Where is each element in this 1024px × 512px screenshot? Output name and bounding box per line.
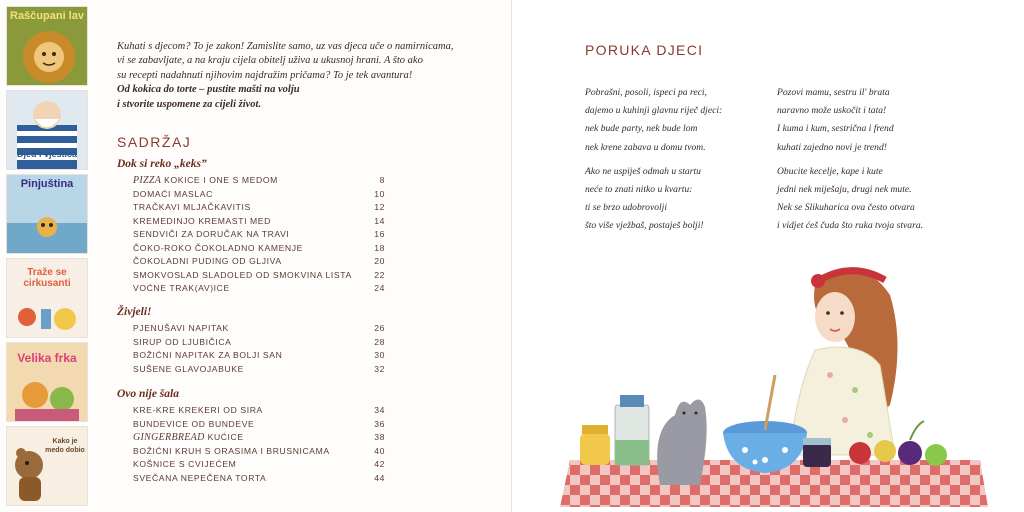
poem-line: neće to znati nitko u kvartu: [585, 184, 693, 196]
poem-line: što više vježbaš, postaješ bolji! [585, 220, 704, 232]
intro-line: su recepti nadahnuti njihovim najdražim pričama? To je tek avantura! [117, 69, 413, 81]
toc-row[interactable] [133, 216, 385, 226]
toc-item-page: 40 [374, 445, 385, 456]
toc-item-label: DOMAĆI MASLAC [133, 188, 213, 199]
intro-bold-line: Od kokica do torte – pustite mašti na volju [117, 84, 300, 96]
toc-item-label: SMOKVOSLAD SLADOLED OD SMOKVINA LISTA [133, 269, 352, 280]
toc-row[interactable] [133, 337, 385, 347]
poem-line: Nek se Slikuharica ova često otvara [777, 202, 915, 214]
toc-section-title: Živjeli! [117, 306, 152, 318]
toc-item-em: PIZZA [133, 175, 162, 186]
poem-line: ti se brzo udobrovolji [585, 202, 667, 214]
toc-item-page: 18 [374, 242, 385, 253]
intro-line: Kuhati s djecom? To je zakon! Zamislite samo, uz vas djeca uče o namirnicama, [117, 41, 454, 52]
toc-item-label: SENDVIČI ZA DORUČAK NA TRAVI [133, 229, 290, 239]
book-cover-2[interactable] [6, 90, 88, 170]
toc-item-label: SUŠENE GLAVOJABUKE [133, 363, 244, 374]
toc-row[interactable] [133, 446, 385, 456]
toc-item-page: 34 [374, 405, 385, 415]
toc-item-page: 10 [374, 188, 385, 199]
toc-item-label: TRAČKAVI MLJAČKAVITIS [133, 202, 251, 212]
toc-item-page: 44 [374, 472, 385, 483]
toc-row[interactable] [133, 419, 385, 429]
toc-item-page: 26 [374, 323, 385, 333]
toc-item-label: SIRUP OD LJUBIČICA [133, 336, 232, 347]
intro-line: vi se zabavljate, a na kraju cijela obitelj uživa u ukusnoj hrani. A što ako [117, 55, 423, 67]
toc-item-label: ČOKOLADNI PUDING OD GLJIVA [133, 256, 282, 266]
toc-item-label: KREMEDINJO KREMASTI MED [133, 215, 271, 226]
toc-item-page: 20 [374, 256, 385, 266]
toc-item-page: 42 [374, 459, 385, 469]
toc-item-page: 24 [374, 283, 385, 293]
poem-line: i vidjet ćeš čuda što ruka tvoja stvara. [777, 220, 924, 232]
cover-title: Djed i vještica [16, 149, 78, 159]
toc-item-label: KOKICE I ONE S MEDOM [161, 175, 278, 185]
poem-line: Pobrašni, posoli, ispeci pa reci, [585, 87, 707, 98]
poem-line: nek krene zabava u domu tvom. [585, 141, 706, 153]
toc-row[interactable] [133, 175, 385, 186]
book-cover-5[interactable] [6, 342, 88, 422]
toc-row[interactable] [133, 473, 385, 483]
toc-item-page: 22 [374, 269, 385, 280]
toc-section-title: Ovo nije šala [117, 388, 179, 400]
toc-item-label: SVEČANA NEPEČENA TORTA [133, 472, 267, 483]
cover-title: Pinjuština [20, 178, 74, 190]
book-cover-4[interactable] [6, 258, 88, 338]
toc-item-label: BOŽIĆNI NAPITAK ZA BOLJI SAN [133, 350, 283, 360]
toc-row[interactable] [133, 202, 385, 212]
toc-item-label: BOŽIĆNI KRUH S ORASIMA I BRUSNICAMA [133, 445, 330, 456]
toc-item-em: GINGERBREAD [133, 432, 205, 443]
book-cover-3[interactable] [6, 174, 88, 254]
poem-line: dajemo u kuhinji glavnu riječ djeci: [585, 105, 723, 117]
toc-row[interactable] [133, 350, 385, 360]
toc-row[interactable] [133, 323, 385, 333]
book-cover-1[interactable] [6, 6, 88, 86]
cover-title: Traže se cirkusanti [23, 267, 71, 289]
toc-title: SADRŽAJ [117, 134, 192, 150]
poem-line: jedni nek miješaju, drugi nek mute. [777, 184, 912, 196]
girl-cooking-illustration [560, 255, 1000, 512]
toc-row[interactable] [133, 283, 385, 293]
toc-item-label: KOŠNICE S CVIJEĆEM [133, 459, 237, 469]
book-covers-strip [6, 6, 88, 512]
poem-line: I kuma i kum, sestrična i frend [777, 123, 894, 135]
poem-column-1 [585, 84, 722, 236]
toc-item-page: 8 [379, 175, 385, 185]
intro-text [117, 40, 477, 112]
toc-item-label: BUNDEVICE OD BUNDEVE [133, 418, 255, 429]
poem-line: Pozovi mamu, sestru il' brata [777, 87, 890, 98]
toc-item-page: 36 [374, 418, 385, 429]
toc-row[interactable] [133, 432, 385, 443]
toc-row[interactable] [133, 229, 385, 239]
toc-item-label: KUĆICE [204, 432, 244, 442]
toc-item-page: 38 [374, 432, 385, 442]
toc-item-page: 12 [374, 202, 385, 212]
toc-item-page: 16 [374, 229, 385, 239]
cover-title: Raščupani lav [10, 10, 84, 22]
toc-item-label: VOĆNE TRAK(AV)ICE [133, 283, 230, 293]
poem-line: naravno može uskočit i tata! [777, 105, 887, 117]
poem-line: nek bude party, nek bude lom [585, 123, 698, 135]
poem-column-2 [777, 84, 923, 236]
toc-item-page: 14 [374, 215, 385, 226]
toc-section-title: Dok si reko „keks” [117, 158, 207, 170]
toc-row[interactable] [133, 243, 385, 253]
poem-line: Ako ne uspiješ odmah u startu [585, 165, 701, 177]
toc-row[interactable] [133, 189, 385, 199]
toc-item-label: KRE-KRE KREKERI OD SIRA [133, 405, 263, 415]
poem-line: kuhati zajedno novi je trend! [777, 141, 887, 153]
poem-line: Obucite kecelje, kape i kute [777, 165, 883, 177]
toc-item-label: PJENUŠAVI NAPITAK [133, 323, 229, 333]
toc-row[interactable] [133, 256, 385, 266]
toc-row[interactable] [133, 364, 385, 374]
cover-title: Velika frka [17, 351, 77, 365]
toc-item-page: 28 [374, 336, 385, 347]
book-cover-6[interactable] [6, 426, 88, 506]
toc-item-page: 32 [374, 363, 385, 374]
toc-item-label: ČOKO-ROKO ČOKOLADNO KAMENJE [133, 242, 303, 253]
toc-row[interactable] [133, 459, 385, 469]
cover-title: Kako je medo dobio [45, 438, 85, 454]
message-title: PORUKA DJECI [585, 42, 704, 58]
toc-row[interactable] [133, 270, 385, 280]
intro-bold-line: i stvorite uspomene za cijeli život. [117, 98, 262, 110]
toc-item-page: 30 [374, 350, 385, 360]
toc-row[interactable] [133, 405, 385, 415]
